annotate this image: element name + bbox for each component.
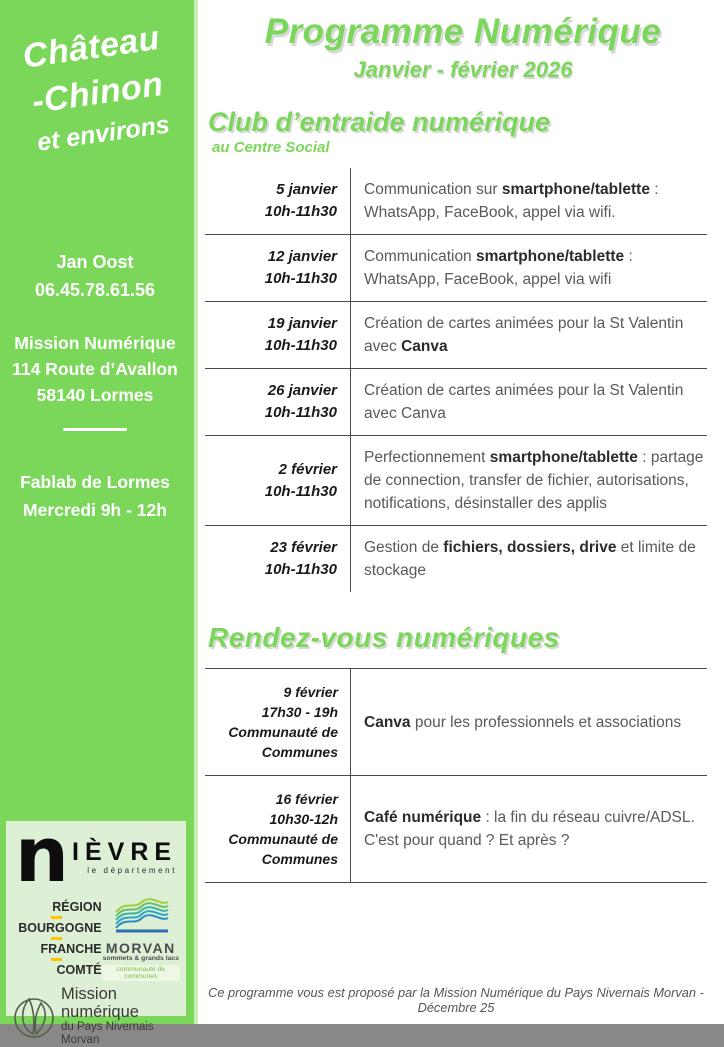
event-date: 16 février 10h30-12h Communauté de Communes — [205, 776, 351, 882]
table-row — [205, 435, 707, 525]
table-row — [205, 301, 707, 368]
yellow-dash-icon — [51, 958, 62, 961]
event-description: Communication sur smartphone/tablette : WhatsApp, FaceBook, appel via wifi. — [364, 181, 659, 221]
table-row — [205, 669, 707, 775]
table-row — [205, 525, 707, 592]
region-title — [0, 11, 202, 165]
contact-block — [0, 248, 190, 304]
event-date: 12 janvier 10h-11h30 — [205, 235, 351, 301]
footer-note: Ce programme vous est proposé par la Mission Numérique du Pays Nivernais Morvan - Décembre 25 — [208, 985, 704, 1015]
morvan-subtext: communauté de communes — [102, 965, 180, 981]
mission-line2: du Pays Nivernais Morvan — [61, 1021, 154, 1046]
event-date: 23 février 10h-11h30 — [205, 526, 351, 592]
region-title-line2: -Chinon — [29, 64, 166, 121]
yellow-dash-icon — [51, 916, 62, 919]
contact-name: Jan Oost — [56, 252, 134, 272]
morvan-tagline: sommets & grands lacs — [102, 955, 179, 962]
table-row — [205, 368, 707, 435]
address-block: Mission Numérique 114 Route d’Avallon 58140 Lormes — [12, 333, 178, 405]
yellow-dash-icon — [51, 937, 62, 940]
nievre-tagline: le département — [87, 866, 178, 875]
event-date: 5 janvier 10h-11h30 — [205, 168, 351, 234]
event-description: Création de cartes animées pour la St Valentin avec Canva — [364, 382, 684, 422]
section2-heading: Rendez-vous numériques — [208, 622, 560, 653]
event-description: Communication smartphone/tablette : WhatsApp, FaceBook, appel via wifi — [364, 248, 633, 288]
fablab-block: Fablab de Lormes Mercredi 9h - 12h — [20, 472, 170, 520]
event-date: 9 février 17h30 - 19h Communauté de Communes — [205, 669, 351, 775]
sidebar-divider — [63, 428, 127, 431]
contact-phone: 06.45.78.61.56 — [34, 280, 156, 300]
nievre-big-n: n — [14, 810, 70, 899]
morvan-logo — [102, 896, 180, 981]
table-row — [205, 168, 707, 234]
region-title-line1: Château — [20, 19, 163, 76]
event-description: Canva pour les professionnels et associations — [364, 713, 682, 731]
club-schedule-table — [205, 168, 707, 592]
event-description: Perfectionnement smartphone/tablette : partage de connection, transfer de fichier, autorisations, notifications, désinstaller des applis — [364, 449, 704, 512]
section1-heading: Club d’entraide numérique — [208, 107, 551, 137]
region-bfc-logo: RÉGION BOURGOGNE FRANCHE COMTÉ — [18, 900, 102, 977]
rendezvous-table — [205, 668, 707, 883]
mission-numerique-logo — [10, 985, 182, 1047]
table-row — [205, 234, 707, 301]
event-description: Gestion de fichiers, dossiers, drive et limite de stockage — [364, 539, 696, 579]
section1-subheading: au Centre Social — [212, 139, 330, 156]
partner-logos-panel — [6, 810, 186, 1046]
event-date: 2 février 10h-11h30 — [205, 436, 351, 525]
main-content — [202, 0, 724, 1024]
region-title-line3: et environs — [35, 110, 172, 157]
nievre-logo — [10, 810, 182, 899]
mission-leaves-icon — [12, 993, 58, 1039]
event-date: 19 janvier 10h-11h30 — [205, 302, 351, 368]
event-description: Café numérique : la fin du réseau cuivre/ADSL. C'est pour quand ? Et après ? — [364, 809, 695, 849]
morvan-waves-icon — [110, 896, 172, 936]
mission-line1: Mission numérique — [61, 985, 139, 1021]
sidebar — [0, 0, 198, 1046]
event-description: Création de cartes animées pour la St Valentin avec Canva — [364, 315, 684, 355]
event-date: 26 janvier 10h-11h30 — [205, 369, 351, 435]
table-row — [205, 775, 707, 882]
nievre-wordmark: IÈVRE — [72, 838, 178, 866]
page-title: Programme Numérique — [264, 12, 662, 51]
morvan-wordmark: MORVAN — [105, 940, 176, 956]
page-subtitle: Janvier - février 2026 — [353, 57, 573, 82]
